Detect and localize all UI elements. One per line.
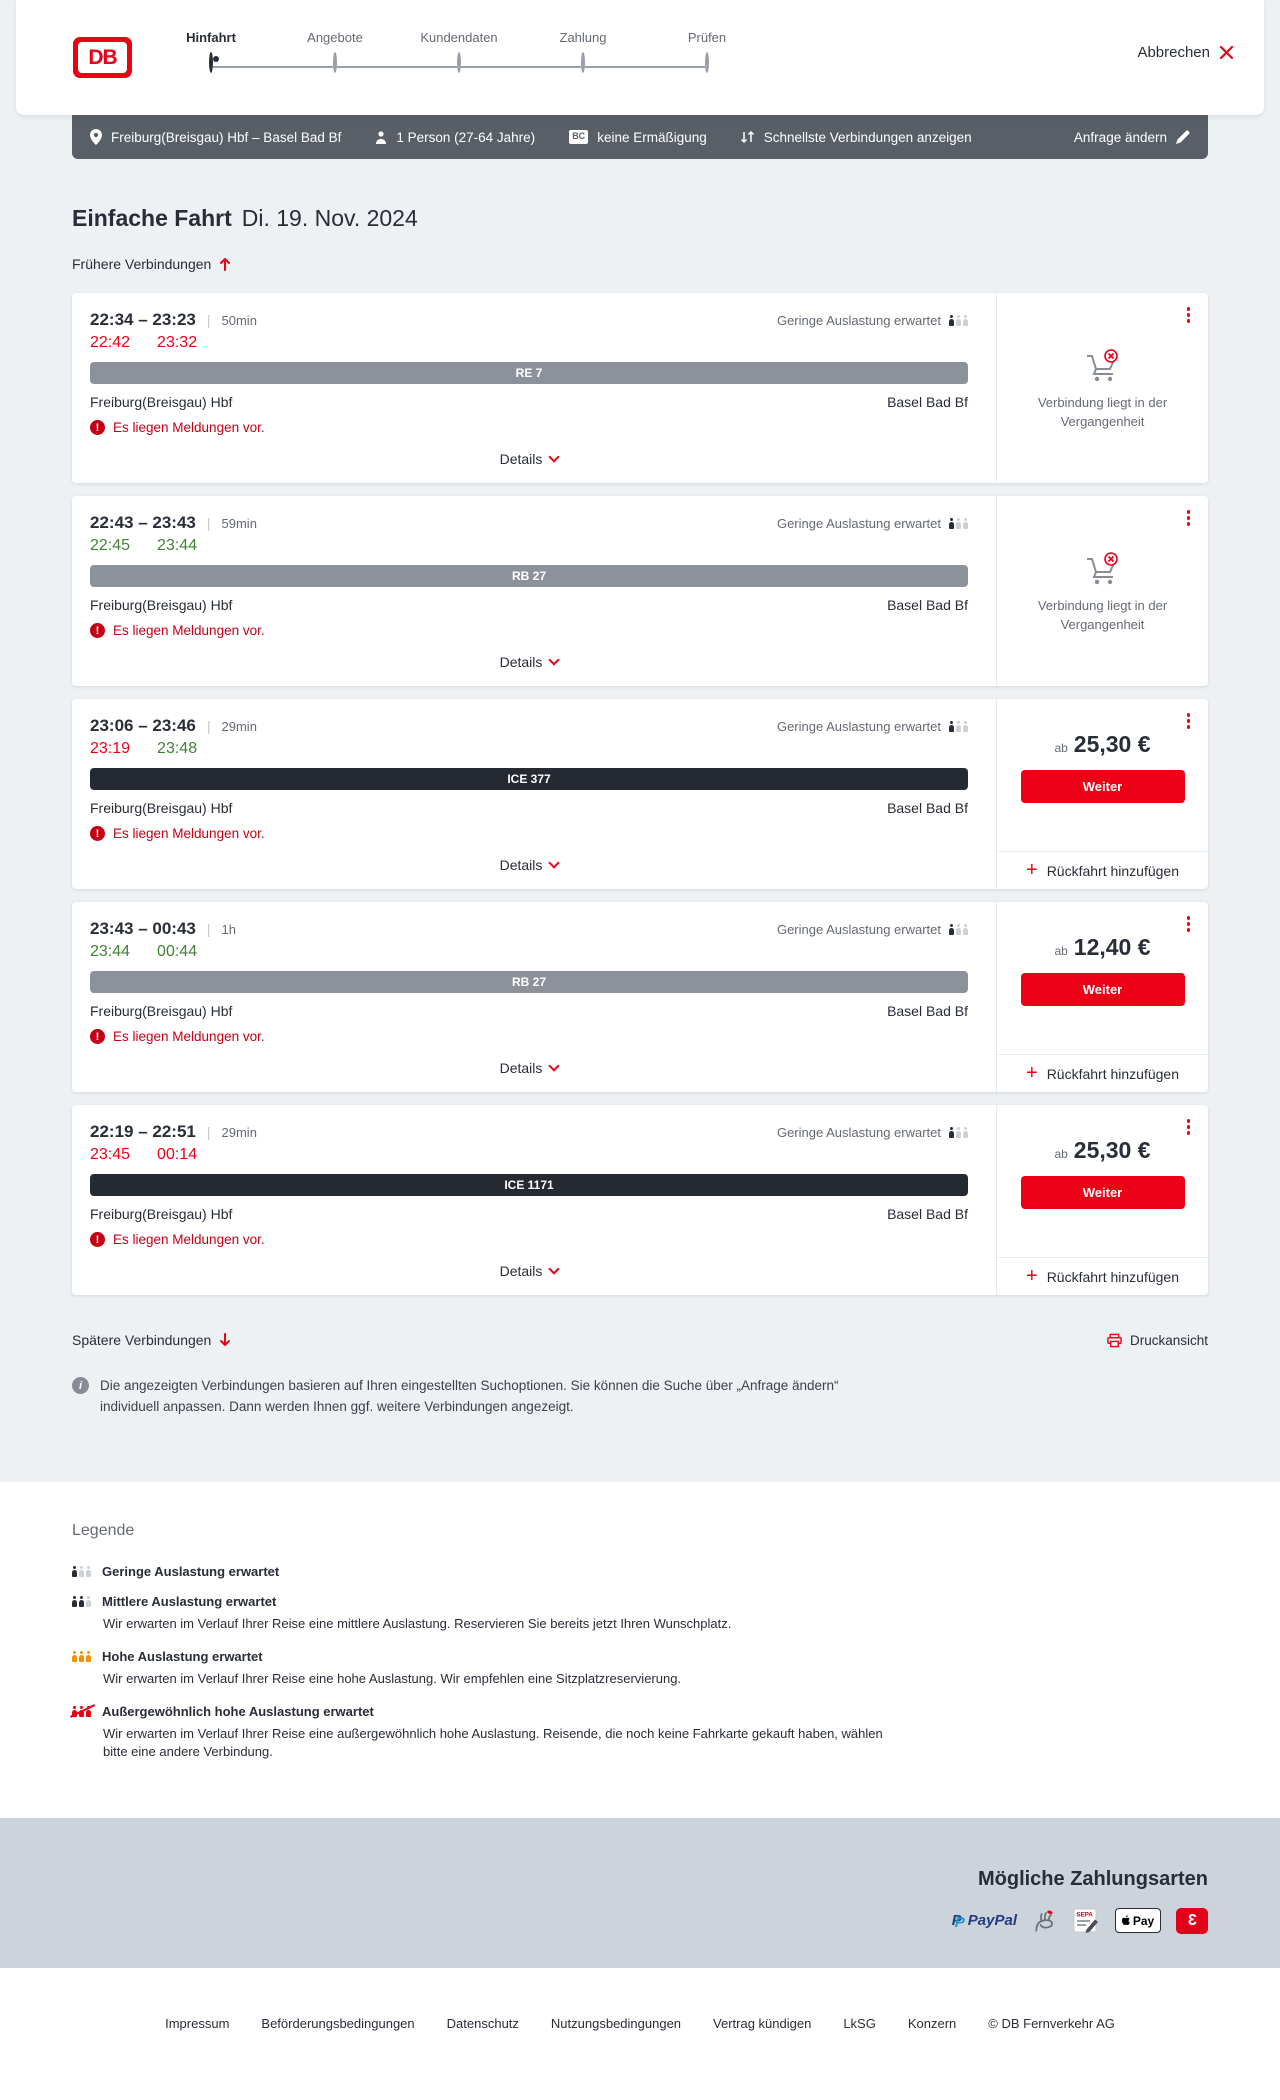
travelers-text: 1 Person (27-64 Jahre) (396, 129, 536, 145)
origin-station: Freiburg(Breisgau) Hbf (90, 1206, 233, 1222)
chevron-down-icon (549, 451, 560, 462)
card-menu-button[interactable] (1184, 304, 1194, 326)
occupancy-low-icon (949, 518, 968, 529)
train-label-bar: RB 27 (90, 971, 968, 993)
realtime-times: 22:42 23:32 (90, 334, 198, 351)
route-summary (90, 129, 341, 145)
results-main (72, 205, 1208, 1418)
later-connections-link[interactable]: Spätere Verbindungen (72, 1332, 231, 1348)
card-menu-button[interactable] (1184, 913, 1194, 935)
chevron-down-icon (549, 857, 560, 868)
cart-crossed-icon (1083, 551, 1123, 587)
db-logo (73, 37, 132, 78)
past-connection-note: Verbindung liegt in der Vergangenheit (997, 293, 1208, 483)
occupancy-indicator: Geringe Auslastung erwartet (777, 922, 968, 937)
occupancy-low-icon (949, 1127, 968, 1138)
details-toggle[interactable]: Details (90, 1060, 968, 1080)
occupancy-low-icon (949, 315, 968, 326)
paypal-logo: P P PayPal (952, 1912, 1017, 1929)
origin-station: Freiburg(Breisgau) Hbf (90, 800, 233, 816)
footer-link-impressum[interactable]: Impressum (165, 2015, 230, 2031)
info-text: Die angezeigten Verbindungen basieren auf Ihren eingestellten Suchoptionen. Sie können die Suche über „Anfrage ändern“ individuell anpassen. Dann werden Ihnen ggf. weitere Verbindungen angezeigt. (100, 1378, 839, 1414)
card-menu-button[interactable] (1184, 1116, 1194, 1138)
sepa-mandate-icon (1073, 1908, 1100, 1933)
connection-card: 23:43 – 00:43 | 1h Geringe Auslastung erwartet 23:44 00:44 RB 27 Freiburg(Breisgau) Hbf Basel Bad Bf ! Es liegen Meldungen vor. Details ab 12,40 € Weiter + Rückfahrt hinzufügen (72, 902, 1208, 1092)
destination-station: Basel Bad Bf (887, 597, 968, 613)
realtime-times: 23:45 00:14 (90, 1146, 198, 1163)
destination-station: Basel Bad Bf (887, 800, 968, 816)
train-label-bar: ICE 377 (90, 768, 968, 790)
location-pin-icon (90, 129, 102, 145)
journey-type-title: Einfache Fahrt (72, 205, 232, 231)
origin-station: Freiburg(Breisgau) Hbf (90, 394, 233, 410)
occupancy-exceptional-icon (72, 1706, 91, 1717)
details-toggle[interactable]: Details (90, 451, 968, 471)
sort-text: Schnellste Verbindungen anzeigen (763, 129, 972, 145)
info-icon: i (72, 1377, 89, 1394)
payment-methods-title: Mögliche Zahlungsarten (977, 1867, 1208, 1890)
page-title (72, 205, 1208, 232)
connection-times: 22:43 – 23:43 (90, 513, 196, 532)
footer-link-nutzungsbedingungen[interactable]: Nutzungsbedingungen (550, 2015, 682, 2031)
cancel-button[interactable] (1137, 44, 1234, 61)
continue-button[interactable]: Weiter (1021, 1176, 1185, 1209)
legend-item-exceptional: Außergewöhnlich hohe Auslastung erwartet Wir erwarten im Verlauf Ihrer Reise eine außergewöhnlich hohe Auslastung. Reisende, die noch keine Fahrkarte gekauft haben, wählen bitte eine andere Verbindung. (72, 1704, 1208, 1761)
connection-duration: 59min (221, 515, 257, 531)
chevron-down-icon (549, 1263, 560, 1274)
cancel-label: Abbrechen (1137, 44, 1210, 61)
continue-button[interactable]: Weiter (1021, 770, 1185, 803)
price: ab 12,40 € (1054, 934, 1151, 960)
connection-list (72, 293, 1208, 1295)
edit-request-label: Anfrage ändern (1073, 129, 1167, 145)
details-toggle[interactable]: Details (90, 1263, 968, 1283)
earlier-connections-link[interactable]: Frühere Verbindungen (72, 256, 231, 272)
chevron-down-icon (549, 654, 560, 665)
realtime-times: 23:44 00:44 (90, 943, 198, 960)
connection-duration: 29min (221, 1124, 257, 1140)
add-return-button[interactable]: + Rückfahrt hinzufügen (997, 851, 1208, 889)
step-dot (457, 52, 461, 73)
apple-icon (1122, 1915, 1131, 1926)
legend-item-medium: Mittlere Auslastung erwartet Wir erwarten im Verlauf Ihrer Reise eine mittlere Auslastung. Reservieren Sie bereits jetzt Ihren Wunschplatz. (72, 1594, 1208, 1633)
occupancy-medium-icon (72, 1596, 91, 1607)
legend-section (0, 1482, 1280, 1818)
occupancy-low-icon (949, 721, 968, 732)
step-dot (581, 52, 585, 73)
connection-duration: 1h (221, 921, 236, 937)
arrow-down-icon (219, 1333, 231, 1347)
print-view-link[interactable]: Druckansicht (1107, 1333, 1208, 1348)
message-alert: ! Es liegen Meldungen vor. (90, 1232, 968, 1247)
connection-times: 22:19 – 22:51 (90, 1122, 196, 1141)
travelers-summary (375, 130, 535, 145)
origin-station: Freiburg(Breisgau) Hbf (90, 1003, 233, 1019)
origin-station: Freiburg(Breisgau) Hbf (90, 597, 233, 613)
alert-icon: ! (90, 420, 105, 435)
step-dot (333, 52, 337, 73)
journey-date: Di. 19. Nov. 2024 (241, 205, 418, 231)
pencil-icon (1176, 130, 1190, 144)
checkout-stepper (149, 30, 769, 72)
red-payment-badge: 3 (1176, 1908, 1208, 1934)
sort-option[interactable] (741, 130, 972, 145)
search-info-note (72, 1376, 1208, 1418)
continue-button[interactable]: Weiter (1021, 973, 1185, 1006)
close-icon (1219, 45, 1234, 60)
sort-arrows-icon (741, 131, 755, 143)
alert-icon: ! (90, 826, 105, 841)
payment-methods-section (0, 1818, 1280, 1968)
plus-icon: + (1026, 858, 1038, 881)
occupancy-indicator: Geringe Auslastung erwartet (777, 719, 968, 734)
step-angebote[interactable]: Angebote (273, 30, 397, 72)
bahncard-badge: BC (569, 130, 588, 144)
occupancy-indicator: Geringe Auslastung erwartet (777, 313, 968, 328)
connection-duration: 29min (221, 718, 257, 734)
occupancy-indicator: Geringe Auslastung erwartet (777, 516, 968, 531)
message-alert: ! Es liegen Meldungen vor. (90, 623, 968, 638)
price: ab 25,30 € (1054, 1137, 1151, 1163)
step-zahlung[interactable]: Zahlung (521, 30, 645, 72)
add-return-button[interactable]: + Rückfahrt hinzufügen (997, 1054, 1208, 1092)
realtime-times: 22:45 23:44 (90, 537, 198, 554)
card-menu-button[interactable] (1184, 710, 1194, 732)
legend-item-low: Geringe Auslastung erwartet (72, 1564, 1208, 1579)
details-toggle[interactable]: Details (90, 857, 968, 877)
footer-link-befoerderungsbedingungen[interactable]: Beförderungsbedingungen (261, 2015, 415, 2031)
arrow-up-icon (219, 257, 231, 271)
person-icon (375, 131, 387, 144)
card-menu-button[interactable] (1184, 507, 1194, 529)
step-dot (705, 52, 709, 73)
occupancy-high-icon (72, 1651, 91, 1662)
price: ab 25,30 € (1054, 731, 1151, 757)
hand-coin-icon (1032, 1908, 1058, 1934)
connection-card: 23:06 – 23:46 | 29min Geringe Auslastung erwartet 23:19 23:48 ICE 377 Freiburg(Breisgau) Hbf Basel Bad Bf ! Es liegen Meldungen vor. Details ab 25,30 € Weiter + Rückfahrt hinzufügen (72, 699, 1208, 889)
discount-text: keine Ermäßigung (597, 129, 707, 145)
step-dot-active (209, 52, 213, 73)
footer-link-konzern[interactable]: Konzern (907, 2015, 957, 2031)
route-text: Freiburg(Breisgau) Hbf – Basel Bad Bf (111, 129, 342, 145)
db-logo-text: DB (78, 42, 127, 73)
alert-icon: ! (90, 1232, 105, 1247)
occupancy-low-icon (72, 1566, 91, 1577)
search-summary-bar (72, 115, 1208, 159)
edit-request-button[interactable] (1074, 130, 1190, 145)
train-label-bar: RE 7 (90, 362, 968, 384)
train-label-bar: RB 27 (90, 565, 968, 587)
footer-link-lksg[interactable]: LkSG (843, 2015, 876, 2031)
destination-station: Basel Bad Bf (887, 394, 968, 410)
chevron-down-icon (549, 1060, 560, 1071)
apple-pay-badge: Pay (1115, 1908, 1161, 1933)
destination-station: Basel Bad Bf (887, 1003, 968, 1019)
svg-text:SEPA: SEPA (1076, 1911, 1093, 1919)
realtime-times: 23:19 23:48 (90, 740, 198, 757)
connection-times: 22:34 – 23:23 (90, 310, 196, 329)
step-pruefen[interactable]: Prüfen (645, 30, 769, 72)
step-hinfahrt[interactable]: Hinfahrt (149, 30, 273, 72)
add-return-button[interactable]: + Rückfahrt hinzufügen (997, 1257, 1208, 1295)
footer-copyright: © DB Fernverkehr AG (988, 2015, 1115, 2031)
plus-icon: + (1026, 1061, 1038, 1084)
site-footer (0, 1968, 1280, 2100)
message-alert: ! Es liegen Meldungen vor. (90, 826, 968, 841)
occupancy-low-icon (949, 924, 968, 935)
message-alert: ! Es liegen Meldungen vor. (90, 420, 968, 435)
past-connection-note: Verbindung liegt in der Vergangenheit (997, 496, 1208, 686)
destination-station: Basel Bad Bf (887, 1206, 968, 1222)
footer-link-vertrag-kuendigen[interactable]: Vertrag kündigen (713, 2015, 812, 2031)
alert-icon: ! (90, 623, 105, 638)
alert-icon: ! (90, 1029, 105, 1044)
details-toggle[interactable]: Details (90, 654, 968, 674)
occupancy-indicator: Geringe Auslastung erwartet (777, 1125, 968, 1140)
footer-link-datenschutz[interactable]: Datenschutz (446, 2015, 519, 2031)
connection-duration: 50min (221, 312, 257, 328)
connection-times: 23:06 – 23:46 (90, 716, 196, 735)
app-header (16, 0, 1264, 115)
train-label-bar: ICE 1171 (90, 1174, 968, 1196)
connection-card: 22:34 – 23:23 | 50min Geringe Auslastung erwartet 22:42 23:32 RE 7 Freiburg(Breisgau) Hbf Basel Bad Bf ! Es liegen Meldungen vor. Details Verbindung liegt in der Vergangenheit (72, 293, 1208, 483)
printer-icon (1107, 1333, 1122, 1348)
connection-card: 22:43 – 23:43 | 59min Geringe Auslastung erwartet 22:45 23:44 RB 27 Freiburg(Breisgau) Hbf Basel Bad Bf ! Es liegen Meldungen vor. Details Verbindung liegt in der Vergangenheit (72, 496, 1208, 686)
connection-times: 23:43 – 00:43 (90, 919, 196, 938)
discount-summary (569, 130, 707, 145)
connection-card: 22:19 – 22:51 | 29min Geringe Auslastung erwartet 23:45 00:14 ICE 1171 Freiburg(Breisgau) Hbf Basel Bad Bf ! Es liegen Meldungen vor. Details ab 25,30 € Weiter + Rückfahrt hinzufügen (72, 1105, 1208, 1295)
legend-item-high: Hohe Auslastung erwartet Wir erwarten im Verlauf Ihrer Reise eine hohe Auslastung. Wir empfehlen eine Sitzplatzreservierung. (72, 1649, 1208, 1688)
message-alert: ! Es liegen Meldungen vor. (90, 1029, 968, 1044)
cart-crossed-icon (1083, 348, 1123, 384)
plus-icon: + (1026, 1264, 1038, 1287)
legend-title: Legende (72, 1521, 135, 1539)
step-kundendaten[interactable]: Kundendaten (397, 30, 521, 72)
